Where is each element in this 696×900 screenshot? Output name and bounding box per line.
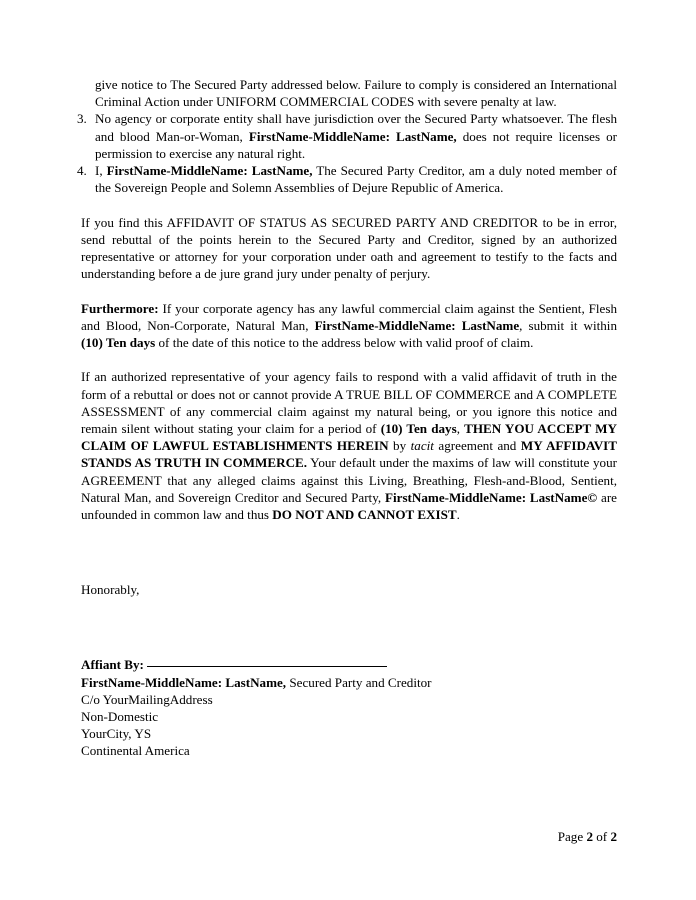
default-text-part-4: agreement and xyxy=(433,438,521,454)
rebuttal-paragraph xyxy=(81,214,617,283)
page-footer xyxy=(81,828,617,845)
default-text-part-5: Your default under the maxims of law will constitute your AGREEMENT that any alleged claims against this Living, Breathing, Flesh-and-Blood, Sentient, Natural Man, and Sovereign Creditor and Secured Party, xyxy=(81,455,617,505)
default-text-part-1: If an authorized representative of your agency fails to respond with a valid affidavit of truth in the form of a rebuttal or does not or cannot provide A TRUE BILL OF COMMERCE and A COMPLETE ASSESSMENT of any commercial claim against my natural being, or you ignore this notice and remain silent without stating your claim for a period of xyxy=(81,369,617,437)
furthermore-text-part-2: , submit it within xyxy=(519,317,617,333)
default-text-part-3: by xyxy=(388,438,411,454)
rebuttal-text: If you find this AFFIDAVIT OF STATUS AS SECURED PARTY AND CREDITOR to be in error, send rebuttal of the points herein to the Secured Party and Creditor, signed by an authorized representative or attorney for your corporation under oath and agreement to testify to the facts and understanding before a de jure grand jury under penalty of perjury. xyxy=(81,214,617,282)
carryover-paragraph xyxy=(81,76,617,110)
spacer xyxy=(81,351,617,368)
signer-title: Secured Party and Creditor xyxy=(286,674,432,690)
carryover-text: give notice to The Secured Party addressed below. Failure to comply is considered an International Criminal Action under UNIFORM COMMERCIAL CODES with severe penalty at law. xyxy=(95,77,617,110)
address-line-1: C/o YourMailingAddress xyxy=(81,691,213,707)
furthermore-bold-days: (10) Ten days xyxy=(81,335,156,351)
default-bold-name: FirstName-MiddleName: LastName© xyxy=(385,489,598,505)
default-italic-tacit: tacit xyxy=(410,438,434,454)
list-marker-3: 3. xyxy=(77,111,87,127)
default-bold-then-clause: THEN YOU ACCEPT MY CLAIM OF LAWFUL ESTABLISHMENTS HEREIN xyxy=(81,421,617,454)
furthermore-text-part-1: If your corporate agency has any lawful commercial claim against the Sentient, Flesh and Blood, Non-Corporate, Natural Man, xyxy=(81,300,617,333)
default-text-part-2: , xyxy=(456,421,465,437)
list-item xyxy=(77,162,617,196)
address-line-4: Continental America xyxy=(81,743,190,759)
default-text-part-6: are unfounded in common law and thus xyxy=(81,489,617,523)
numbered-list xyxy=(77,110,618,196)
spacer xyxy=(81,282,617,299)
signature-line[interactable] xyxy=(147,666,387,667)
spacer xyxy=(81,523,617,581)
footer-total-pages: 2 xyxy=(610,829,617,844)
list-item-3-text-part-1: No agency or corporate entity shall have jurisdiction over the Secured Party whatsoever. The flesh and blood Man-or-Woman, xyxy=(95,111,617,144)
furthermore-bold-name: FirstName-MiddleName: LastName xyxy=(314,317,520,333)
footer-prefix: Page xyxy=(557,829,587,844)
default-bold-affidavit-clause: MY AFFIDAVIT STANDS AS TRUTH IN COMMERCE. xyxy=(81,438,618,471)
signer-name: FirstName-MiddleName: LastName, xyxy=(81,674,287,690)
furthermore-paragraph xyxy=(81,300,617,352)
affiant-by-label: Affiant By: xyxy=(81,657,144,673)
list-marker-4: 4. xyxy=(77,163,87,179)
list-item-3-text-part-2: does not require licenses or permission to exercise any natural right. xyxy=(95,128,618,161)
document-body xyxy=(77,76,618,760)
furthermore-text-part-3: of the date of this notice to the address below with valid proof of claim. xyxy=(155,335,534,351)
list-item xyxy=(77,110,618,162)
spacer xyxy=(81,598,617,656)
default-bold-not-exist: DO NOT AND CANNOT EXIST xyxy=(272,507,457,523)
list-item-4-bold-name: FirstName-MiddleName: LastName, xyxy=(106,163,313,179)
closing-salutation: Honorably, xyxy=(81,582,140,598)
signer-name-row xyxy=(81,674,617,691)
address-line-2: Non-Domestic xyxy=(81,709,159,725)
affiant-signature-row xyxy=(81,656,617,673)
list-item-4-text-part-1: I, xyxy=(95,163,107,179)
furthermore-lead: Furthermore: xyxy=(81,300,159,316)
spacer xyxy=(81,196,617,213)
list-item-3-bold-name: FirstName-MiddleName: LastName, xyxy=(248,128,457,144)
default-text-part-7: . xyxy=(456,507,460,523)
list-item-4-text-part-2: The Secured Party Creditor, am a duly noted member of the Sovereign People and Solemn Assemblies of Dejure Republic of America. xyxy=(95,163,617,196)
address-line-3: YourCity, YS xyxy=(81,726,152,742)
default-paragraph xyxy=(81,368,617,523)
default-bold-days: (10) Ten days xyxy=(380,421,457,437)
footer-current-page: 2 xyxy=(586,829,593,844)
footer-middle: of xyxy=(592,829,611,844)
signature-block xyxy=(81,656,617,759)
